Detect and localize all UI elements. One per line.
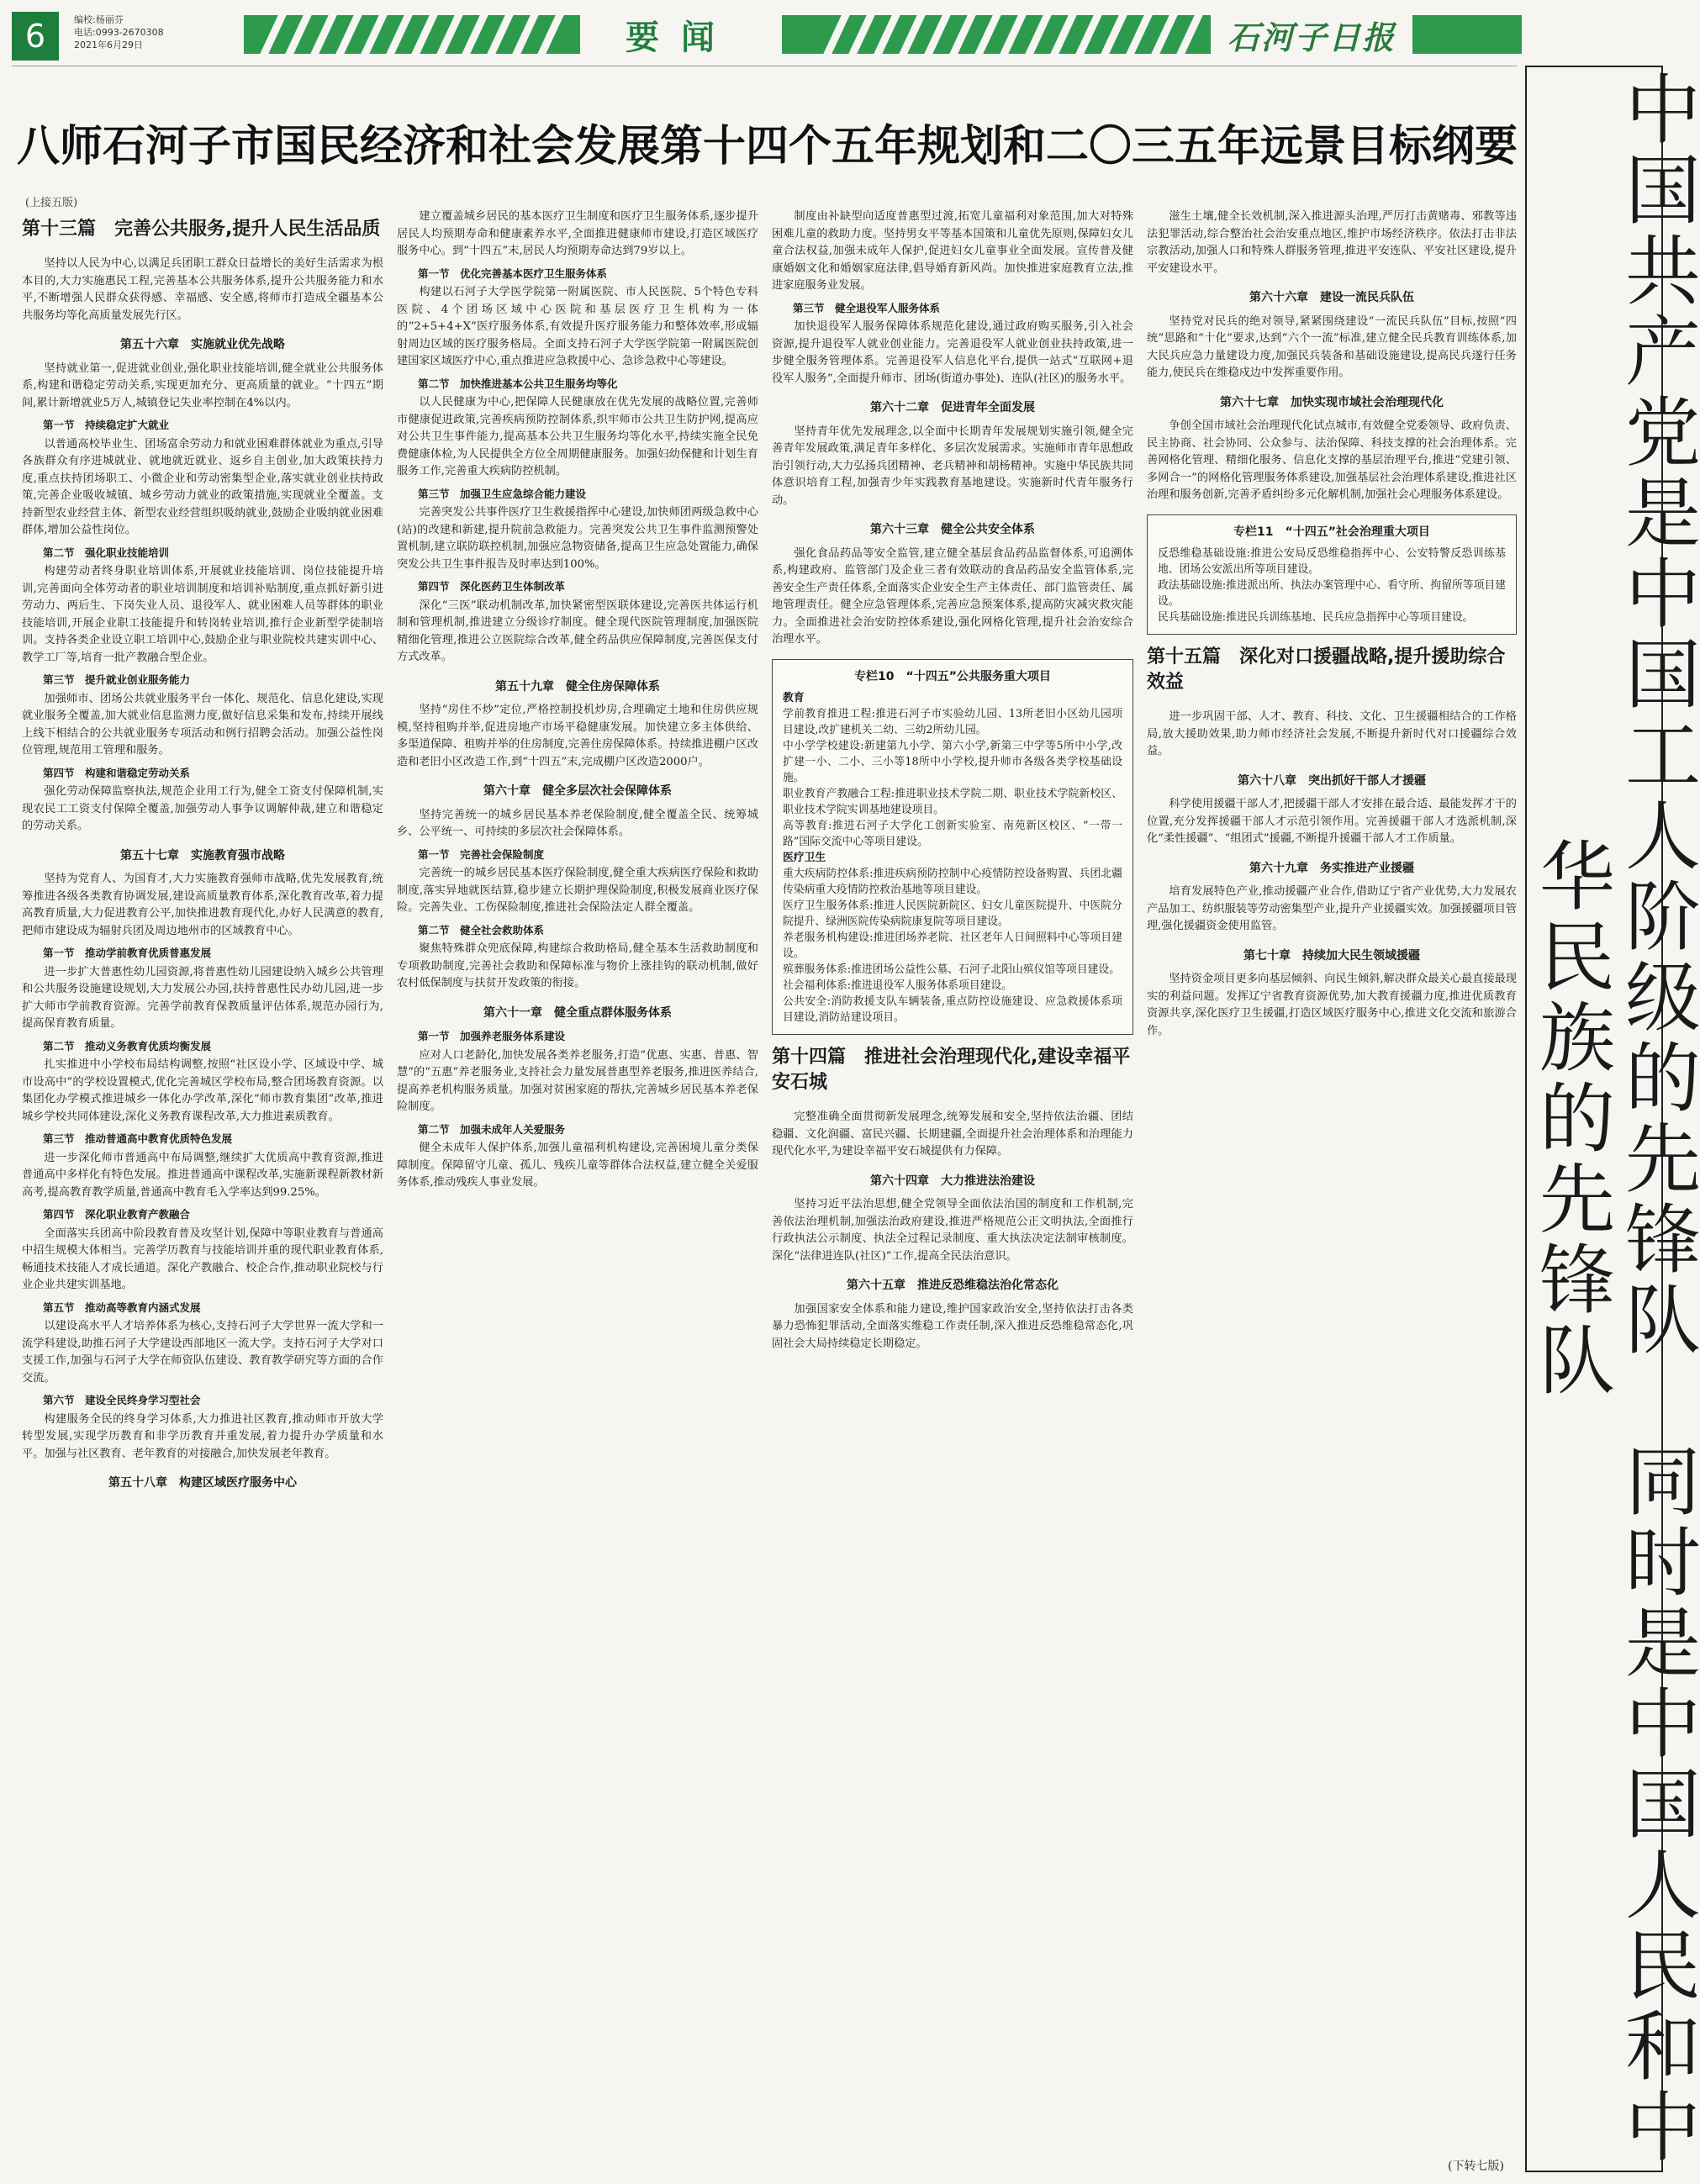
date-line: 2021年6月29日 xyxy=(74,40,143,50)
column-4 xyxy=(1147,208,1517,1040)
paragraph: 以建设高水平人才培养体系为核心,支持石河子大学世界一流大学和一流学科建设,助推石河子大学建设西部地区一流大学。支持石河子大学对口支援工作,加强与石河子大学在师资队伍建设、教育教学研究等方面的合作交流。 xyxy=(22,1320,383,1385)
box-item: 高等教育:推进石河子大学化工创新实验室、南苑新区校区、“一带一路”国际交流中心等项目建设。 xyxy=(783,820,1122,848)
box-item: 养老服务机构建设:推进团场养老院、社区老年人日间照料中心等项目建设。 xyxy=(783,931,1122,960)
part-heading: 第十五篇 深化对口援疆战略,提升援助综合效益 xyxy=(1147,646,1506,693)
chapter-heading: 第六十七章 加快实现市域社会治理现代化 xyxy=(1220,395,1444,409)
chapter-heading: 第六十四章 大力推进法治建设 xyxy=(870,1174,1035,1188)
paragraph: 坚持青年优先发展理念,以全面中长期青年发展规划实施引领,健全完善青年发展政策,满足青年多样化、多层次发展需求。实施师市青年思想政治引领行动,大力弘扬兵团精神、老兵精神和胡杨精神。实施中华民族共同体意识培育工程,加强青少年实践教育基地建设。实施新时代青年服务行动。 xyxy=(772,425,1133,507)
paragraph: 聚焦特殊群众兜底保障,构建综合救助格局,健全基本生活救助制度和专项救助制度,完善社会救助和保障标准与物价上涨挂钩的联动机制,做好农村低保制度与扶贫开发政策的衔接。 xyxy=(397,942,758,989)
box-title: 专栏11 “十四五”社会治理重大项目 xyxy=(1233,525,1430,539)
paragraph: 强化劳动保障监察执法,规范企业用工行为,健全工资支付保障机制,实现农民工工资支付保障全覆盖,加强劳动人事争议调解仲裁,建立和谐稳定的劳动关系。 xyxy=(22,785,383,832)
section-heading: 第四节 深化医药卫生体制改革 xyxy=(418,580,566,593)
chapter-heading: 第五十八章 构建区域医疗服务中心 xyxy=(108,1476,297,1490)
section-heading: 第二节 推动义务教育优质均衡发展 xyxy=(43,1039,212,1052)
chapter-heading: 第六十八章 突出抓好干部人才援疆 xyxy=(1238,773,1426,788)
masthead xyxy=(0,0,1672,66)
chapter-heading: 第六十九章 务实推进产业援疆 xyxy=(1249,861,1414,875)
box-title: 专栏10 “十四五”公共服务重大项目 xyxy=(854,669,1051,683)
box-subhead: 医疗卫生 xyxy=(783,852,826,864)
section-heading: 第二节 加快推进基本公共卫生服务均等化 xyxy=(418,377,618,390)
paragraph: 以人民健康为中心,把保障人民健康放在优先发展的战略位置,完善师市健康促进政策,完善疾病预防控制体系,织牢师市公共卫生防护网,提高应对公共卫生事件能力,提高基本公共卫生服务均等化水平,持续实施全民免费健康体检,为人民提供全方位全周期健康服务。加强妇幼保健和计划生育服务工作,完善重大疾病防控机制。 xyxy=(397,396,758,477)
paragraph: 强化食品药品等安全监管,建立健全基层食品药品监督体系,可追溯体系,构建政府、监管部门及企业三者有效联动的食品药品安全监管体系,完善安全生产责任体系,全面落实企业安全生产主体责任、部门监管责任、属地管理责任。健全应急管理体系,完善应急预案体系,提高防灾减灾救灾能力。全面推进社会治安防控体系建设,强化网格化管理,提升社会治安综合治理水平。 xyxy=(772,546,1133,646)
section-heading: 第三节 加强卫生应急综合能力建设 xyxy=(418,487,587,500)
chapter-heading: 第六十二章 促进青年全面发展 xyxy=(870,401,1035,414)
section-heading: 第四节 深化职业教育产教融合 xyxy=(43,1208,191,1221)
slogan-box xyxy=(1525,66,1700,2172)
paragraph: 坚持完善统一的城乡居民基本养老保险制度,健全覆盖全民、统筹城乡、公平统一、可持续的多层次社会保障体系。 xyxy=(397,808,758,838)
paragraph: 进一步深化师市普通高中布局调整,继续扩大优质高中教育资源,推进普通高中多样化有特色发展。推进普通高中课程改革,实施新课程新教材新高考,提高教育教学质量,普通高中教育毛入学率达到99.25%。 xyxy=(22,1151,383,1199)
chapter-heading: 第五十七章 实施教育强市战略 xyxy=(120,848,285,863)
section-heading: 第二节 健全社会救助体系 xyxy=(418,923,545,936)
paragraph: 完整准确全面贯彻新发展理念,统筹发展和安全,坚持依法治疆、团结稳疆、文化润疆、富民兴疆、长期建疆,全面提升社会治理体系和治理能力现代化水平,为建设幸福平安石城提供有力保障。 xyxy=(772,1110,1133,1158)
box-item: 重大疾病防控体系:推进疾病预防控制中心疫情防控设备购置、兵团北疆传染病重大疫情防控救治基地等项目建设。 xyxy=(783,868,1122,896)
paragraph: 建立覆盖城乡居民的基本医疗卫生制度和医疗卫生服务体系,逐步提升居民人均预期寿命和健康素养水平,全面推进健康师市建设,打造区域医疗服务中心。到“十四五”末,居民人均预期寿命达到79岁以上。 xyxy=(397,210,758,257)
paragraph: 坚持党对民兵的绝对领导,紧紧围绕建设“一流民兵队伍”目标,按照“四统”思路和“十化”要求,达到“六个一流”标准,建立健全民兵教育训练体系,加大民兵应急力量建设力度,加强民兵装备和基础设施建设,提高民兵遂行任务能力,使民兵在维稳戍边中发挥重要作用。 xyxy=(1147,314,1517,379)
paragraph: 健全未成年人保护体系,加强儿童福利机构建设,完善困境儿童分类保障制度。保障留守儿童、孤儿、残疾儿童等群体合法权益,建立健全关爱服务体系,推动残疾人事业发展。 xyxy=(397,1142,758,1189)
section-heading: 第二节 强化职业技能培训 xyxy=(43,546,170,559)
section-heading: 第三节 推动普通高中教育优质特色发展 xyxy=(43,1132,233,1145)
paper-logo: 石河子日报 xyxy=(1211,12,1412,57)
chapter-heading: 第七十章 持续加大民生领域援疆 xyxy=(1243,948,1420,963)
project-box-11 xyxy=(1147,514,1517,636)
column-1 xyxy=(22,208,383,1499)
paragraph: 争创全国市域社会治理现代化试点城市,有效健全党委领导、政府负责、民主协商、社会协同、公众参与、法治保障、科技支撑的社会治理体系。完善网格化管理、精细化服务、信息化支撑的基层治理平台,推进“党建引领、多网合一”的网格化管理服务体系建设,加强基层社会治理体系建设,推进社区治理和服务创新,完善矛盾纠纷多元化解机制,加强社会心理服务体系建设。 xyxy=(1147,419,1517,501)
paragraph: 完善统一的城乡居民基本医疗保险制度,健全重大疾病医疗保险和救助制度,落实异地就医结算,稳步建立长期护理保险制度,积极发展商业医疗保险。完善失业、工伤保险制度,推进社会保险法定人群全覆盖。 xyxy=(397,867,758,914)
slogan-text xyxy=(1527,67,1698,2171)
section-title: 要闻 xyxy=(580,13,782,55)
section-heading: 第一节 推动学前教育优质普惠发展 xyxy=(43,947,212,959)
paragraph: 制度由补缺型向适度普惠型过渡,拓宽儿童福利对象范围,加大对特殊困难儿童的救助力度。坚持男女平等基本国策和儿童优先原则,保障妇女儿童合法权益,加强未成年人保护,促进妇女儿童事业全面发展。宣传普及健康婚姻文化和婚姻家庭法律,倡导婚育新风尚。加快推进家庭教育立法,推进家庭服务业发展。 xyxy=(772,210,1133,292)
section-heading: 第五节 推动高等教育内涵式发展 xyxy=(43,1300,201,1314)
paragraph: 坚持为党育人、为国育才,大力实施教育强师市战略,优先发展教育,统筹推进各级各类教育协调发展,建设高质量教育体系,深化教育改革,着力提高教育质量,大力促进教育公平,加快推进教育现代化,办好人民满意的教育,把师市建设成为辐射兵团及周边地州市的区域教育中心。 xyxy=(22,873,383,937)
slogan-bottom: 同时是中国人民和中华民族的先锋队 xyxy=(1526,836,1700,2168)
paragraph: 进一步扩大普惠性幼儿园资源,将普惠性幼儿园建设纳入城乡公共管理和公共服务设施建设规划,大力发展公办园,扶持普惠性民办幼儿园,进一步扩大师市学前教育资源。完善学前教育保教质量评估体系,规范办园行为,提高保育教育质量。 xyxy=(22,965,383,1030)
paragraph: 构建服务全民的终身学习体系,大力推进社区教育,推动师市开放大学转型发展,实现学历教育和非学历教育并重发展,着力提升办学质量和水平。加强与社区教育、老年教育的对接融合,加快发展老年教育。 xyxy=(22,1412,383,1460)
section-heading: 第三节 提升就业创业服务能力 xyxy=(43,673,191,686)
section-heading: 第四节 构建和谐稳定劳动关系 xyxy=(43,766,191,779)
box-item: 殡葬服务体系:推进团场公益性公墓、石河子北阳山殡仪馆等项目建设。 xyxy=(783,963,1121,976)
section-heading: 第一节 持续稳定扩大就业 xyxy=(43,419,170,431)
slogan-top: 中国共产党是中国工人阶级的先锋队 xyxy=(1612,70,1700,1361)
section-heading: 第六节 建设全民终身学习型社会 xyxy=(43,1394,201,1406)
paragraph: 加快退役军人服务保障体系规范化建设,通过政府购买服务,引入社会资源,提升退役军人就业创业能力。完善退役军人就业创业扶持政策,进一步健全服务管理体系。完善退役军人信息化平台,提供一站式“互联网+退役军人服务”,全面提升师市、团场(街道办事处)、连队(社区)的服务水平。 xyxy=(772,320,1133,385)
chapter-heading: 第六十五章 推进反恐维稳法治化常态化 xyxy=(847,1279,1059,1292)
box-item: 公共安全:消防救援支队车辆装备,重点防控设施建设、应急救援体系项目建设,消防站建设项目。 xyxy=(783,995,1122,1024)
phone-line: 电话:0993-2670308 xyxy=(74,27,164,38)
paragraph: 科学使用援疆干部人才,把援疆干部人才安排在最合适、最能发挥才干的位置,充分发挥援疆干部人才示范引领作用。完善援疆干部人才选派机制,深化“柔性援疆”、“组团式”援疆,不断提升援疆干部人才工作质量。 xyxy=(1147,798,1517,845)
paragraph: 坚持以人民为中心,以满足兵团职工群众日益增长的美好生活需求为根本目的,大力实施惠民工程,完善基本公共服务体系,提升公共服务能力和水平,不断增强人民群众获得感、幸福感、安全感,将师市打造成全疆基本公共服务均等化高质量发展先行区。 xyxy=(22,257,383,322)
paragraph: 应对人口老龄化,加快发展各类养老服务,打造“优惠、实惠、普惠、智慧”的“五惠”养老服务业,支持社会力量发展普惠型养老服务,推进医养结合,提高养老机构服务质量。加强对贫困家庭的帮扶,完善城乡居民基本养老保险制度。 xyxy=(397,1048,758,1113)
paragraph: 坚持资金项目更多向基层倾斜、向民生倾斜,解决群众最关心最直接最现实的利益问题。发挥辽宁省教育资源优势,加大教育援疆力度,推进优质教育资源共享,深化医疗卫生援疆,打造区域医疗服务中心,推进文化交流和旅游合作。 xyxy=(1147,973,1517,1037)
box-item: 政法基础设施:推进派出所、执法办案管理中心、看守所、拘留所等项目建设。 xyxy=(1158,579,1506,608)
box-item: 学前教育推进工程:推进石河子市实验幼儿园、13所老旧小区幼儿园项目建设,改扩建机关二幼、三幼2所幼儿园。 xyxy=(783,708,1122,736)
column-3 xyxy=(772,208,1133,1353)
box-item: 医疗卫生服务体系:推进人民医院新院区、妇女儿童医院提升、中医院分院提升、绿洲医院传染病院康复院等项目建设。 xyxy=(783,899,1122,928)
paragraph: 进一步巩固干部、人才、教育、科技、文化、卫生援疆相结合的工作格局,放大援助效果,助力师市经济社会发展,不断提升新时代对口援疆综合效益。 xyxy=(1147,710,1517,757)
paragraph: 滋生土壤,健全长效机制,深入推进源头治理,严厉打击黄赌毒、邪教等违法犯罪活动,综合整治社会治安重点地区,维护市场经济秩序。依法打击非法宗教活动,加强人口和特殊人群服务管理,推进平安连队、平安社区建设,提升平安建设水平。 xyxy=(1147,210,1517,275)
chapter-heading: 第五十九章 健全住房保障体系 xyxy=(495,679,660,694)
section-heading: 第三节 健全退役军人服务体系 xyxy=(793,301,941,314)
editor-info xyxy=(74,13,164,51)
paragraph: 加强师市、团场公共就业服务平台一体化、规范化、信息化建设,实现就业服务全覆盖,加大就业信息监测力度,做好信息采集和发布,持续开展线上线下相结合的公共就业服务专项活动和例行招聘会活动。加强公益性岗位管理,规范用工管理和服务。 xyxy=(22,692,383,757)
box-item: 中小学学校建设:新建第九小学、第六小学,新第三中学等5所中小学,改扩建一小、二小、三小等18所中小学校,提升师市各级各类学校基础设施。 xyxy=(783,740,1122,784)
page-number: 6 xyxy=(12,12,59,61)
box-item: 民兵基础设施:推进民兵训练基地、民兵应急指挥中心等项目建设。 xyxy=(1158,611,1474,624)
section-heading: 第一节 完善社会保险制度 xyxy=(418,847,545,861)
part-heading: 第十四篇 推进社会治理现代化,建设幸福平安石城 xyxy=(772,1047,1131,1093)
box-subhead: 教育 xyxy=(783,692,805,704)
paragraph: 坚持就业第一,促进就业创业,强化职业技能培训,健全就业公共服务体系,构建和谐稳定劳动关系,实现更加充分、更高质量的就业。“十四五”期间,累计新增就业5万人,城镇登记失业率控制在4%以内。 xyxy=(22,361,383,409)
paragraph: 加强国家安全体系和能力建设,维护国家政治安全,坚持依法打击各类暴力恐怖犯罪活动,全面落实维稳工作责任制,深入推进反恐维稳常态化,巩固社会大局持续稳定长期稳定。 xyxy=(772,1302,1133,1350)
article-title: 八师石河子市国民经济和社会发展第十四个五年规划和二〇三五年远景目标纲要 xyxy=(17,122,1518,171)
project-box-10 xyxy=(772,659,1133,1036)
chapter-heading: 第六十一章 健全重点群体服务体系 xyxy=(483,1005,672,1020)
section-heading: 第二节 加强未成年人关爱服务 xyxy=(418,1122,566,1136)
chapter-heading: 第六十三章 健全公共安全体系 xyxy=(870,523,1035,536)
article-body xyxy=(22,208,1518,2159)
paragraph: 深化“三医”联动机制改革,加快紧密型医联体建设,完善医共体运行机制和管理机制,推进建立分级诊疗制度。健全现代医院管理制度,加强医院精细化管理,推进公立医院综合改革,健全药品供应保障制度,完善医保支付方式改革。 xyxy=(397,599,758,663)
paragraph: 全面落实兵团高中阶段教育普及攻坚计划,保障中等职业教育与普通高中招生规模大体相当。完善学历教育与技能培训并重的现代职业教育体系,畅通技术技能人才成长通道。深化产教融合、校企合作,推动职业院校与行业企业共建实训基地。 xyxy=(22,1227,383,1291)
section-heading: 第一节 加强养老服务体系建设 xyxy=(418,1030,566,1042)
chapter-heading: 第六十章 健全多层次社会保障体系 xyxy=(483,784,672,798)
chapter-heading: 第五十六章 实施就业优先战略 xyxy=(120,338,285,351)
column-2 xyxy=(397,208,758,1192)
paragraph: 以普通高校毕业生、团场富余劳动力和就业困难群体就业为重点,引导各族群众有序进城就业、就地就近就业、返乡自主创业,加大政策扶持力度,重点扶持团场职工、小微企业和劳动密集型企业,落实就业创业扶持政策,完善企业吸收城镇、城乡劳动力就业的政策措施,实现就业全覆盖。支持新型农业经营主体、新型农业经营组织吸纳就业,鼓励企业吸纳就业困难群体,增加公益性岗位。 xyxy=(22,437,383,536)
paragraph: 构建以石河子大学医学院第一附属医院、市人民医院、5个特色专科医院、4个团场区域中心医院和基层医疗卫生机构为一体的“2+5+4+X”医疗服务体系,有效提升医疗服务能力和整体效率,形成辐射周边区域的医疗服务格局。全面支持石河子大学医学院第一附属医院创建国家区域医疗中心,重点推进应急救援中心、急诊急救中心等建设。 xyxy=(397,286,758,367)
box-item: 职业教育产教融合工程:推进职业技术学院二期、职业技术学院新校区、职业技术学院实训基地建设项目。 xyxy=(783,788,1122,816)
box-item: 反恐维稳基础设施:推进公安局反恐维稳指挥中心、公安特警反恐训练基地、团场公安派出所等项目建设。 xyxy=(1158,547,1506,576)
paragraph: 扎实推进中小学校布局结构调整,按照“社区设小学、区域设中学、城市设高中”的学校设置模式,优化完善城区学校布局,整合团场教育资源。以集团化办学模式推进城乡一体化办学改革,深化“师市教育集团”改革,推进城乡学校共同体建设,深化义务教育课程改革,大力推进素质教育。 xyxy=(22,1058,383,1123)
part-heading: 第十三篇 完善公共服务,提升人民生活品质 xyxy=(22,219,381,240)
paragraph: 坚持“房住不炒”定位,严格控制投机炒房,合理确定土地和住房供应规模,坚持租购并举,促进房地产市场平稳健康发展。加快建立多主体供给、多渠道保障、租购并举的住房制度,完善住房保障体系。持续推进棚户区改造和老旧小区改造工作,到“十四五”末,完成棚户区改造2000户。 xyxy=(397,704,758,768)
editor-line: 编校:杨丽芬 xyxy=(74,14,124,25)
paragraph: 完善突发公共事件医疗卫生救援指挥中心建设,加快师团两级急救中心(站)的改建和新建,提升院前急救能力。完善突发公共卫生事件监测预警处置机制,建立联防联控机制,加强应急物资储备,提高卫生应急处置能力,确保突发公共卫生事件报告及时率达到100%。 xyxy=(397,506,758,571)
paragraph: 坚持习近平法治思想,健全党领导全面依法治国的制度和工作机制,完善依法治理机制,加强法治政府建设,推进严格规范公正文明执法,全面推行行政执法公示制度、执法全过程记录制度、重大执法决定法制审核制度。深化“法律进连队(社区)”工作,提高全民法治意识。 xyxy=(772,1198,1133,1263)
continued-note: (上接五版) xyxy=(25,197,78,209)
chapter-heading: 第六十六章 建设一流民兵队伍 xyxy=(1249,291,1414,304)
paragraph: 构建劳动者终身职业培训体系,开展就业技能培训、岗位技能提升培训,完善面向全体劳动者的职业培训制度和培训补贴制度,重点抓好新引进劳动力、两后生、下岗失业人员、退役军人、就业困难人员等群体的职业技能培训,开展企业职工技能提升和转岗转业培训,推行企业新型学徒制培训。支持各类企业设立职工培训中心,鼓励企业与职业院校共建实训中心、教学工厂等,培育一批产教融合型企业。 xyxy=(22,565,383,664)
section-heading: 第一节 优化完善基本医疗卫生服务体系 xyxy=(418,266,608,280)
paragraph: 培育发展特色产业,推动援疆产业合作,借助辽宁省产业优势,大力发展农产品加工、纺织服装等劳动密集型产业,提升产业援疆实效。加强援疆项目管理,强化援疆资金使用监管。 xyxy=(1147,885,1517,932)
box-item: 社会福利体系:推进退役军人服务体系项目建设。 xyxy=(783,979,1013,992)
next-page-note: (下转七版) xyxy=(1448,2160,1504,2173)
